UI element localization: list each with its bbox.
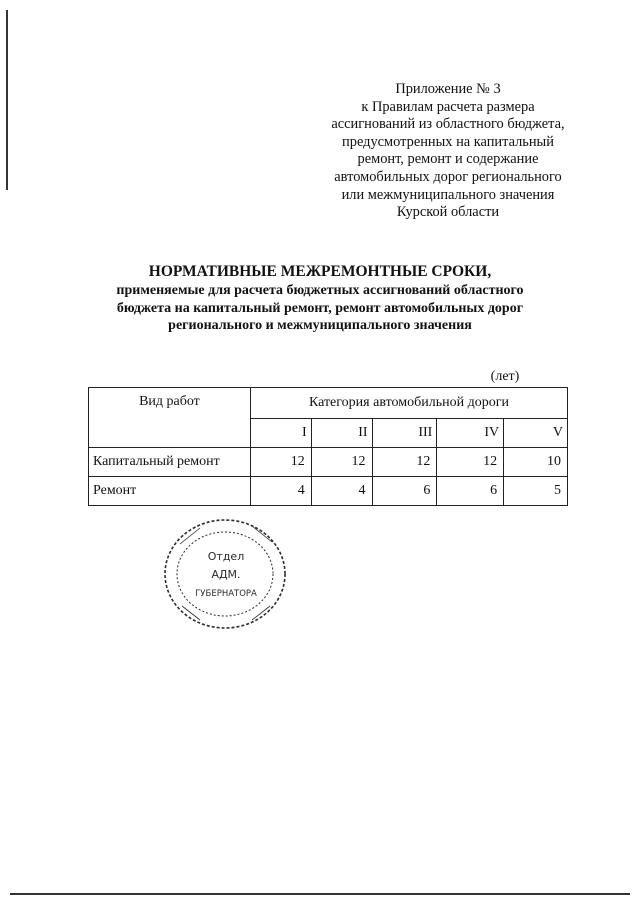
table-header-row: [89, 388, 568, 419]
row-value: 6: [372, 477, 437, 506]
stamp-line: Отдел: [207, 550, 245, 563]
row-value: 12: [311, 448, 372, 477]
official-stamp: [160, 514, 290, 634]
row-value: 10: [504, 448, 568, 477]
stamp-line: АДМ.: [211, 568, 241, 581]
category-cell: II: [311, 419, 372, 448]
row-value: 12: [372, 448, 437, 477]
title-main: НОРМАТИВНЫЕ МЕЖРЕМОНТНЫЕ СРОКИ,: [148, 263, 492, 280]
row-value: 4: [250, 477, 311, 506]
appendix-note: [298, 81, 598, 222]
row-work-name: Ремонт: [89, 477, 251, 506]
header-work-type: Вид работ: [89, 388, 251, 448]
appendix-line: или межмуниципального значения: [341, 186, 555, 203]
appendix-line: ремонт, ремонт и содержание: [357, 151, 539, 168]
title-sub-line: бюджета на капитальный ремонт, ремонт автомобильных дорог: [116, 300, 524, 316]
table-row: [89, 448, 568, 477]
appendix-line: к Правилам расчета размера: [361, 98, 535, 115]
appendix-line: ассигнований из областного бюджета,: [331, 116, 565, 133]
table-row: [89, 477, 568, 506]
appendix-line: Приложение № 3: [395, 81, 501, 97]
header-road-category: Категория автомобильной дороги: [250, 388, 567, 419]
stamp-line: ГУБЕРНАТОРА: [195, 589, 257, 599]
scan-edge-bottom: [10, 893, 630, 895]
appendix-line: автомобильных дорог регионального: [334, 168, 562, 185]
intervals-table: [88, 387, 568, 506]
scan-edge-left: [6, 10, 8, 190]
row-value: 12: [250, 448, 311, 477]
category-cell: I: [250, 419, 311, 448]
category-cell: IV: [437, 419, 504, 448]
title-sub-line: применяемые для расчета бюджетных ассигнований областного: [116, 283, 524, 298]
category-cell: III: [372, 419, 437, 448]
row-value: 5: [504, 477, 568, 506]
row-value: 4: [311, 477, 372, 506]
appendix-line: Курской области: [396, 204, 500, 221]
title-sub-line: регионального и межмуниципального значения: [168, 318, 472, 333]
document-title: [60, 262, 580, 335]
row-value: 6: [437, 477, 504, 506]
unit-label: (лет): [490, 369, 520, 384]
row-value: 12: [437, 448, 504, 477]
row-work-name: Капитальный ремонт: [89, 448, 251, 477]
category-cell: V: [504, 419, 568, 448]
appendix-line: предусмотренных на капитальный: [342, 133, 554, 150]
